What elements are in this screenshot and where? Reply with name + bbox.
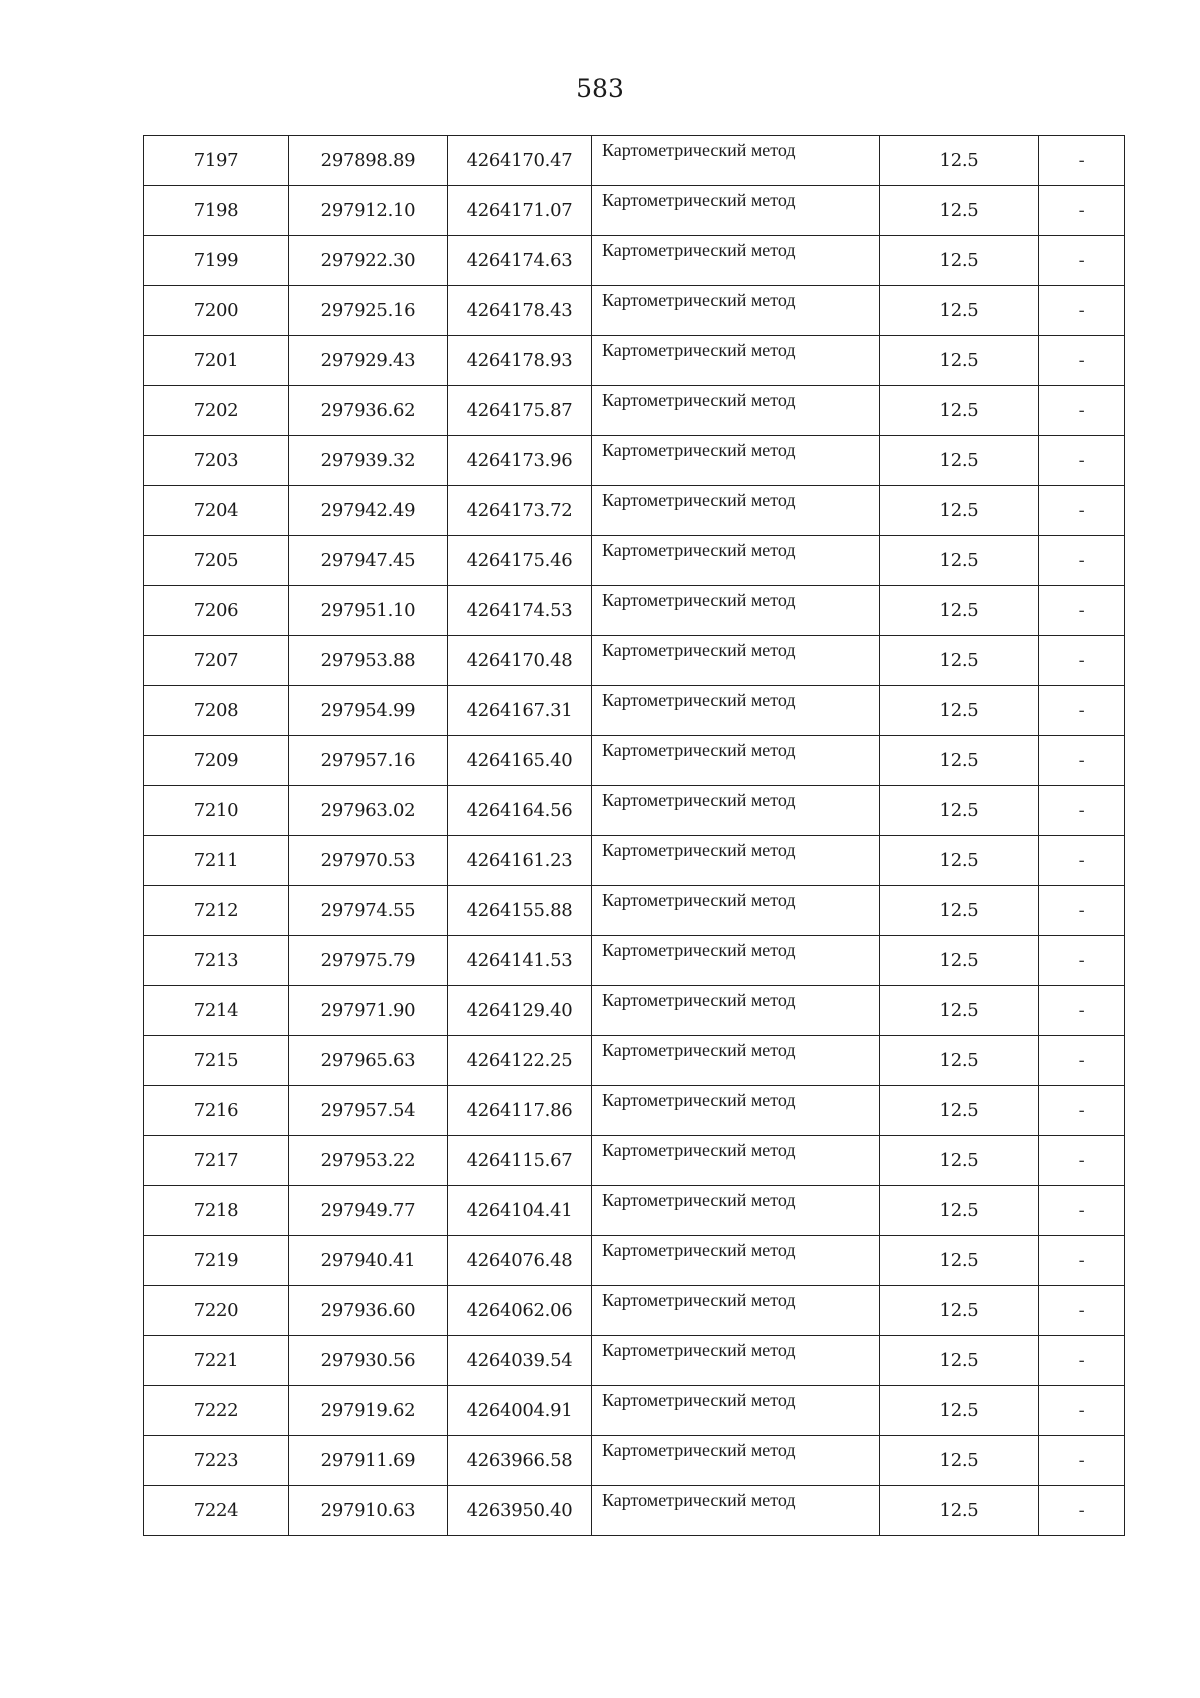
method-cell — [592, 786, 880, 836]
point-number-cell: 7205 — [144, 536, 289, 586]
note-cell: - — [1039, 1436, 1125, 1486]
point-number-cell: 7215 — [144, 1036, 289, 1086]
method-cell — [592, 136, 880, 186]
accuracy-cell: 12.5 — [880, 1036, 1039, 1086]
y-coordinate-cell: 4264115.67 — [448, 1136, 592, 1186]
x-coordinate-cell: 297910.63 — [289, 1486, 448, 1536]
method-cell — [592, 286, 880, 336]
point-number-cell: 7222 — [144, 1386, 289, 1436]
method-text: Картометрический метод — [602, 540, 796, 560]
x-coordinate-cell: 297974.55 — [289, 886, 448, 936]
point-number-cell: 7221 — [144, 1336, 289, 1386]
table-row — [144, 836, 1125, 886]
x-coordinate-cell: 297954.99 — [289, 686, 448, 736]
y-coordinate-cell: 4264165.40 — [448, 736, 592, 786]
note-cell: - — [1039, 436, 1125, 486]
note-cell: - — [1039, 836, 1125, 886]
point-number-cell: 7199 — [144, 236, 289, 286]
method-cell — [592, 186, 880, 236]
y-coordinate-cell: 4264164.56 — [448, 786, 592, 836]
accuracy-cell: 12.5 — [880, 1386, 1039, 1436]
x-coordinate-cell: 297957.16 — [289, 736, 448, 786]
accuracy-cell: 12.5 — [880, 536, 1039, 586]
note-cell: - — [1039, 986, 1125, 1036]
accuracy-cell: 12.5 — [880, 936, 1039, 986]
table-row — [144, 186, 1125, 236]
table-row — [144, 286, 1125, 336]
y-coordinate-cell: 4264129.40 — [448, 986, 592, 1036]
table-row — [144, 936, 1125, 986]
note-cell: - — [1039, 186, 1125, 236]
accuracy-cell: 12.5 — [880, 1336, 1039, 1386]
method-text: Картометрический метод — [602, 1290, 796, 1310]
note-cell: - — [1039, 586, 1125, 636]
x-coordinate-cell: 297940.41 — [289, 1236, 448, 1286]
table-row — [144, 436, 1125, 486]
accuracy-cell: 12.5 — [880, 186, 1039, 236]
note-cell: - — [1039, 736, 1125, 786]
point-number-cell: 7224 — [144, 1486, 289, 1536]
table-row — [144, 1286, 1125, 1336]
accuracy-cell: 12.5 — [880, 286, 1039, 336]
method-text: Картометрический метод — [602, 290, 796, 310]
table-row — [144, 1136, 1125, 1186]
table-row — [144, 1086, 1125, 1136]
note-cell: - — [1039, 336, 1125, 386]
method-text: Картометрический метод — [602, 640, 796, 660]
x-coordinate-cell: 297936.62 — [289, 386, 448, 436]
table-row — [144, 1336, 1125, 1386]
x-coordinate-cell: 297922.30 — [289, 236, 448, 286]
point-number-cell: 7203 — [144, 436, 289, 486]
note-cell: - — [1039, 1386, 1125, 1436]
method-text: Картометрический метод — [602, 1040, 796, 1060]
method-cell — [592, 936, 880, 986]
point-number-cell: 7207 — [144, 636, 289, 686]
note-cell: - — [1039, 536, 1125, 586]
x-coordinate-cell: 297912.10 — [289, 186, 448, 236]
method-text: Картометрический метод — [602, 990, 796, 1010]
point-number-cell: 7216 — [144, 1086, 289, 1136]
coordinates-table-body — [144, 136, 1125, 1536]
method-cell — [592, 486, 880, 536]
x-coordinate-cell: 297930.56 — [289, 1336, 448, 1386]
accuracy-cell: 12.5 — [880, 1436, 1039, 1486]
method-text: Картометрический метод — [602, 1440, 796, 1460]
point-number-cell: 7209 — [144, 736, 289, 786]
x-coordinate-cell: 297951.10 — [289, 586, 448, 636]
x-coordinate-cell: 297965.63 — [289, 1036, 448, 1086]
method-cell — [592, 636, 880, 686]
x-coordinate-cell: 297953.88 — [289, 636, 448, 686]
point-number-cell: 7198 — [144, 186, 289, 236]
method-cell — [592, 536, 880, 586]
note-cell: - — [1039, 1486, 1125, 1536]
x-coordinate-cell: 297936.60 — [289, 1286, 448, 1336]
x-coordinate-cell: 297963.02 — [289, 786, 448, 836]
note-cell: - — [1039, 236, 1125, 286]
x-coordinate-cell: 297925.16 — [289, 286, 448, 336]
table-row — [144, 1186, 1125, 1236]
method-text: Картометрический метод — [602, 490, 796, 510]
y-coordinate-cell: 4264170.47 — [448, 136, 592, 186]
y-coordinate-cell: 4264117.86 — [448, 1086, 592, 1136]
table-row — [144, 136, 1125, 186]
method-cell — [592, 1386, 880, 1436]
accuracy-cell: 12.5 — [880, 1186, 1039, 1236]
method-text: Картометрический метод — [602, 790, 796, 810]
accuracy-cell: 12.5 — [880, 136, 1039, 186]
method-text: Картометрический метод — [602, 340, 796, 360]
method-cell — [592, 686, 880, 736]
accuracy-cell: 12.5 — [880, 586, 1039, 636]
method-text: Картометрический метод — [602, 1240, 796, 1260]
accuracy-cell: 12.5 — [880, 1086, 1039, 1136]
table-row — [144, 236, 1125, 286]
method-cell — [592, 736, 880, 786]
method-cell — [592, 886, 880, 936]
method-cell — [592, 986, 880, 1036]
method-text: Картометрический метод — [602, 940, 796, 960]
method-text: Картометрический метод — [602, 1190, 796, 1210]
point-number-cell: 7201 — [144, 336, 289, 386]
table-row — [144, 686, 1125, 736]
method-text: Картометрический метод — [602, 740, 796, 760]
method-cell — [592, 336, 880, 386]
method-cell — [592, 1436, 880, 1486]
note-cell: - — [1039, 1036, 1125, 1086]
x-coordinate-cell: 297898.89 — [289, 136, 448, 186]
point-number-cell: 7197 — [144, 136, 289, 186]
table-row — [144, 586, 1125, 636]
accuracy-cell: 12.5 — [880, 636, 1039, 686]
method-text: Картометрический метод — [602, 890, 796, 910]
table-row — [144, 736, 1125, 786]
note-cell: - — [1039, 686, 1125, 736]
point-number-cell: 7219 — [144, 1236, 289, 1286]
x-coordinate-cell: 297953.22 — [289, 1136, 448, 1186]
table-row — [144, 486, 1125, 536]
x-coordinate-cell: 297949.77 — [289, 1186, 448, 1236]
method-text: Картометрический метод — [602, 1390, 796, 1410]
point-number-cell: 7206 — [144, 586, 289, 636]
table-row — [144, 1386, 1125, 1436]
table-row — [144, 536, 1125, 586]
method-cell — [592, 1486, 880, 1536]
accuracy-cell: 12.5 — [880, 686, 1039, 736]
note-cell: - — [1039, 886, 1125, 936]
accuracy-cell: 12.5 — [880, 386, 1039, 436]
y-coordinate-cell: 4263966.58 — [448, 1436, 592, 1486]
method-text: Картометрический метод — [602, 590, 796, 610]
accuracy-cell: 12.5 — [880, 336, 1039, 386]
note-cell: - — [1039, 386, 1125, 436]
point-number-cell: 7200 — [144, 286, 289, 336]
method-cell — [592, 1336, 880, 1386]
y-coordinate-cell: 4264178.43 — [448, 286, 592, 336]
y-coordinate-cell: 4264004.91 — [448, 1386, 592, 1436]
method-text: Картометрический метод — [602, 140, 796, 160]
accuracy-cell: 12.5 — [880, 886, 1039, 936]
y-coordinate-cell: 4264175.46 — [448, 536, 592, 586]
point-number-cell: 7213 — [144, 936, 289, 986]
accuracy-cell: 12.5 — [880, 236, 1039, 286]
y-coordinate-cell: 4264173.72 — [448, 486, 592, 536]
note-cell: - — [1039, 486, 1125, 536]
accuracy-cell: 12.5 — [880, 1236, 1039, 1286]
coordinates-table — [143, 135, 1125, 1536]
table-row — [144, 886, 1125, 936]
accuracy-cell: 12.5 — [880, 986, 1039, 1036]
y-coordinate-cell: 4264173.96 — [448, 436, 592, 486]
y-coordinate-cell: 4264174.53 — [448, 586, 592, 636]
accuracy-cell: 12.5 — [880, 1286, 1039, 1336]
method-text: Картометрический метод — [602, 1340, 796, 1360]
method-text: Картометрический метод — [602, 1090, 796, 1110]
note-cell: - — [1039, 786, 1125, 836]
method-text: Картометрический метод — [602, 440, 796, 460]
method-cell — [592, 1036, 880, 1086]
method-cell — [592, 1136, 880, 1186]
table-row — [144, 1436, 1125, 1486]
method-text: Картометрический метод — [602, 390, 796, 410]
y-coordinate-cell: 4264141.53 — [448, 936, 592, 986]
x-coordinate-cell: 297942.49 — [289, 486, 448, 536]
y-coordinate-cell: 4264171.07 — [448, 186, 592, 236]
accuracy-cell: 12.5 — [880, 1136, 1039, 1186]
note-cell: - — [1039, 1136, 1125, 1186]
method-cell — [592, 836, 880, 886]
method-text: Картометрический метод — [602, 240, 796, 260]
y-coordinate-cell: 4264178.93 — [448, 336, 592, 386]
accuracy-cell: 12.5 — [880, 786, 1039, 836]
y-coordinate-cell: 4264161.23 — [448, 836, 592, 886]
accuracy-cell: 12.5 — [880, 486, 1039, 536]
y-coordinate-cell: 4264062.06 — [448, 1286, 592, 1336]
point-number-cell: 7202 — [144, 386, 289, 436]
x-coordinate-cell: 297919.62 — [289, 1386, 448, 1436]
method-cell — [592, 1186, 880, 1236]
x-coordinate-cell: 297971.90 — [289, 986, 448, 1036]
y-coordinate-cell: 4264174.63 — [448, 236, 592, 286]
method-text: Картометрический метод — [602, 1140, 796, 1160]
x-coordinate-cell: 297947.45 — [289, 536, 448, 586]
table-row — [144, 336, 1125, 386]
note-cell: - — [1039, 936, 1125, 986]
point-number-cell: 7214 — [144, 986, 289, 1036]
method-cell — [592, 1236, 880, 1286]
y-coordinate-cell: 4264076.48 — [448, 1236, 592, 1286]
note-cell: - — [1039, 1236, 1125, 1286]
note-cell: - — [1039, 1186, 1125, 1236]
point-number-cell: 7218 — [144, 1186, 289, 1236]
method-cell — [592, 1086, 880, 1136]
y-coordinate-cell: 4264175.87 — [448, 386, 592, 436]
note-cell: - — [1039, 1086, 1125, 1136]
note-cell: - — [1039, 636, 1125, 686]
method-cell — [592, 436, 880, 486]
method-cell — [592, 586, 880, 636]
note-cell: - — [1039, 286, 1125, 336]
point-number-cell: 7211 — [144, 836, 289, 886]
table-row — [144, 1236, 1125, 1286]
point-number-cell: 7223 — [144, 1436, 289, 1486]
table-row — [144, 636, 1125, 686]
x-coordinate-cell: 297939.32 — [289, 436, 448, 486]
table-row — [144, 986, 1125, 1036]
point-number-cell: 7217 — [144, 1136, 289, 1186]
point-number-cell: 7220 — [144, 1286, 289, 1336]
y-coordinate-cell: 4264167.31 — [448, 686, 592, 736]
note-cell: - — [1039, 1286, 1125, 1336]
accuracy-cell: 12.5 — [880, 1486, 1039, 1536]
y-coordinate-cell: 4264170.48 — [448, 636, 592, 686]
page-number: 583 — [576, 74, 624, 103]
note-cell: - — [1039, 1336, 1125, 1386]
x-coordinate-cell: 297975.79 — [289, 936, 448, 986]
method-cell — [592, 1286, 880, 1336]
y-coordinate-cell: 4264104.41 — [448, 1186, 592, 1236]
x-coordinate-cell: 297970.53 — [289, 836, 448, 886]
y-coordinate-cell: 4264155.88 — [448, 886, 592, 936]
method-text: Картометрический метод — [602, 840, 796, 860]
method-text: Картометрический метод — [602, 690, 796, 710]
y-coordinate-cell: 4264122.25 — [448, 1036, 592, 1086]
method-cell — [592, 386, 880, 436]
method-cell — [592, 236, 880, 286]
y-coordinate-cell: 4264039.54 — [448, 1336, 592, 1386]
accuracy-cell: 12.5 — [880, 736, 1039, 786]
accuracy-cell: 12.5 — [880, 836, 1039, 886]
point-number-cell: 7208 — [144, 686, 289, 736]
y-coordinate-cell: 4263950.40 — [448, 1486, 592, 1536]
x-coordinate-cell: 297929.43 — [289, 336, 448, 386]
point-number-cell: 7212 — [144, 886, 289, 936]
accuracy-cell: 12.5 — [880, 436, 1039, 486]
note-cell: - — [1039, 136, 1125, 186]
x-coordinate-cell: 297911.69 — [289, 1436, 448, 1486]
table-row — [144, 786, 1125, 836]
x-coordinate-cell: 297957.54 — [289, 1086, 448, 1136]
table-row — [144, 1036, 1125, 1086]
point-number-cell: 7210 — [144, 786, 289, 836]
point-number-cell: 7204 — [144, 486, 289, 536]
method-text: Картометрический метод — [602, 190, 796, 210]
table-row — [144, 1486, 1125, 1536]
table-row — [144, 386, 1125, 436]
method-text: Картометрический метод — [602, 1490, 796, 1510]
